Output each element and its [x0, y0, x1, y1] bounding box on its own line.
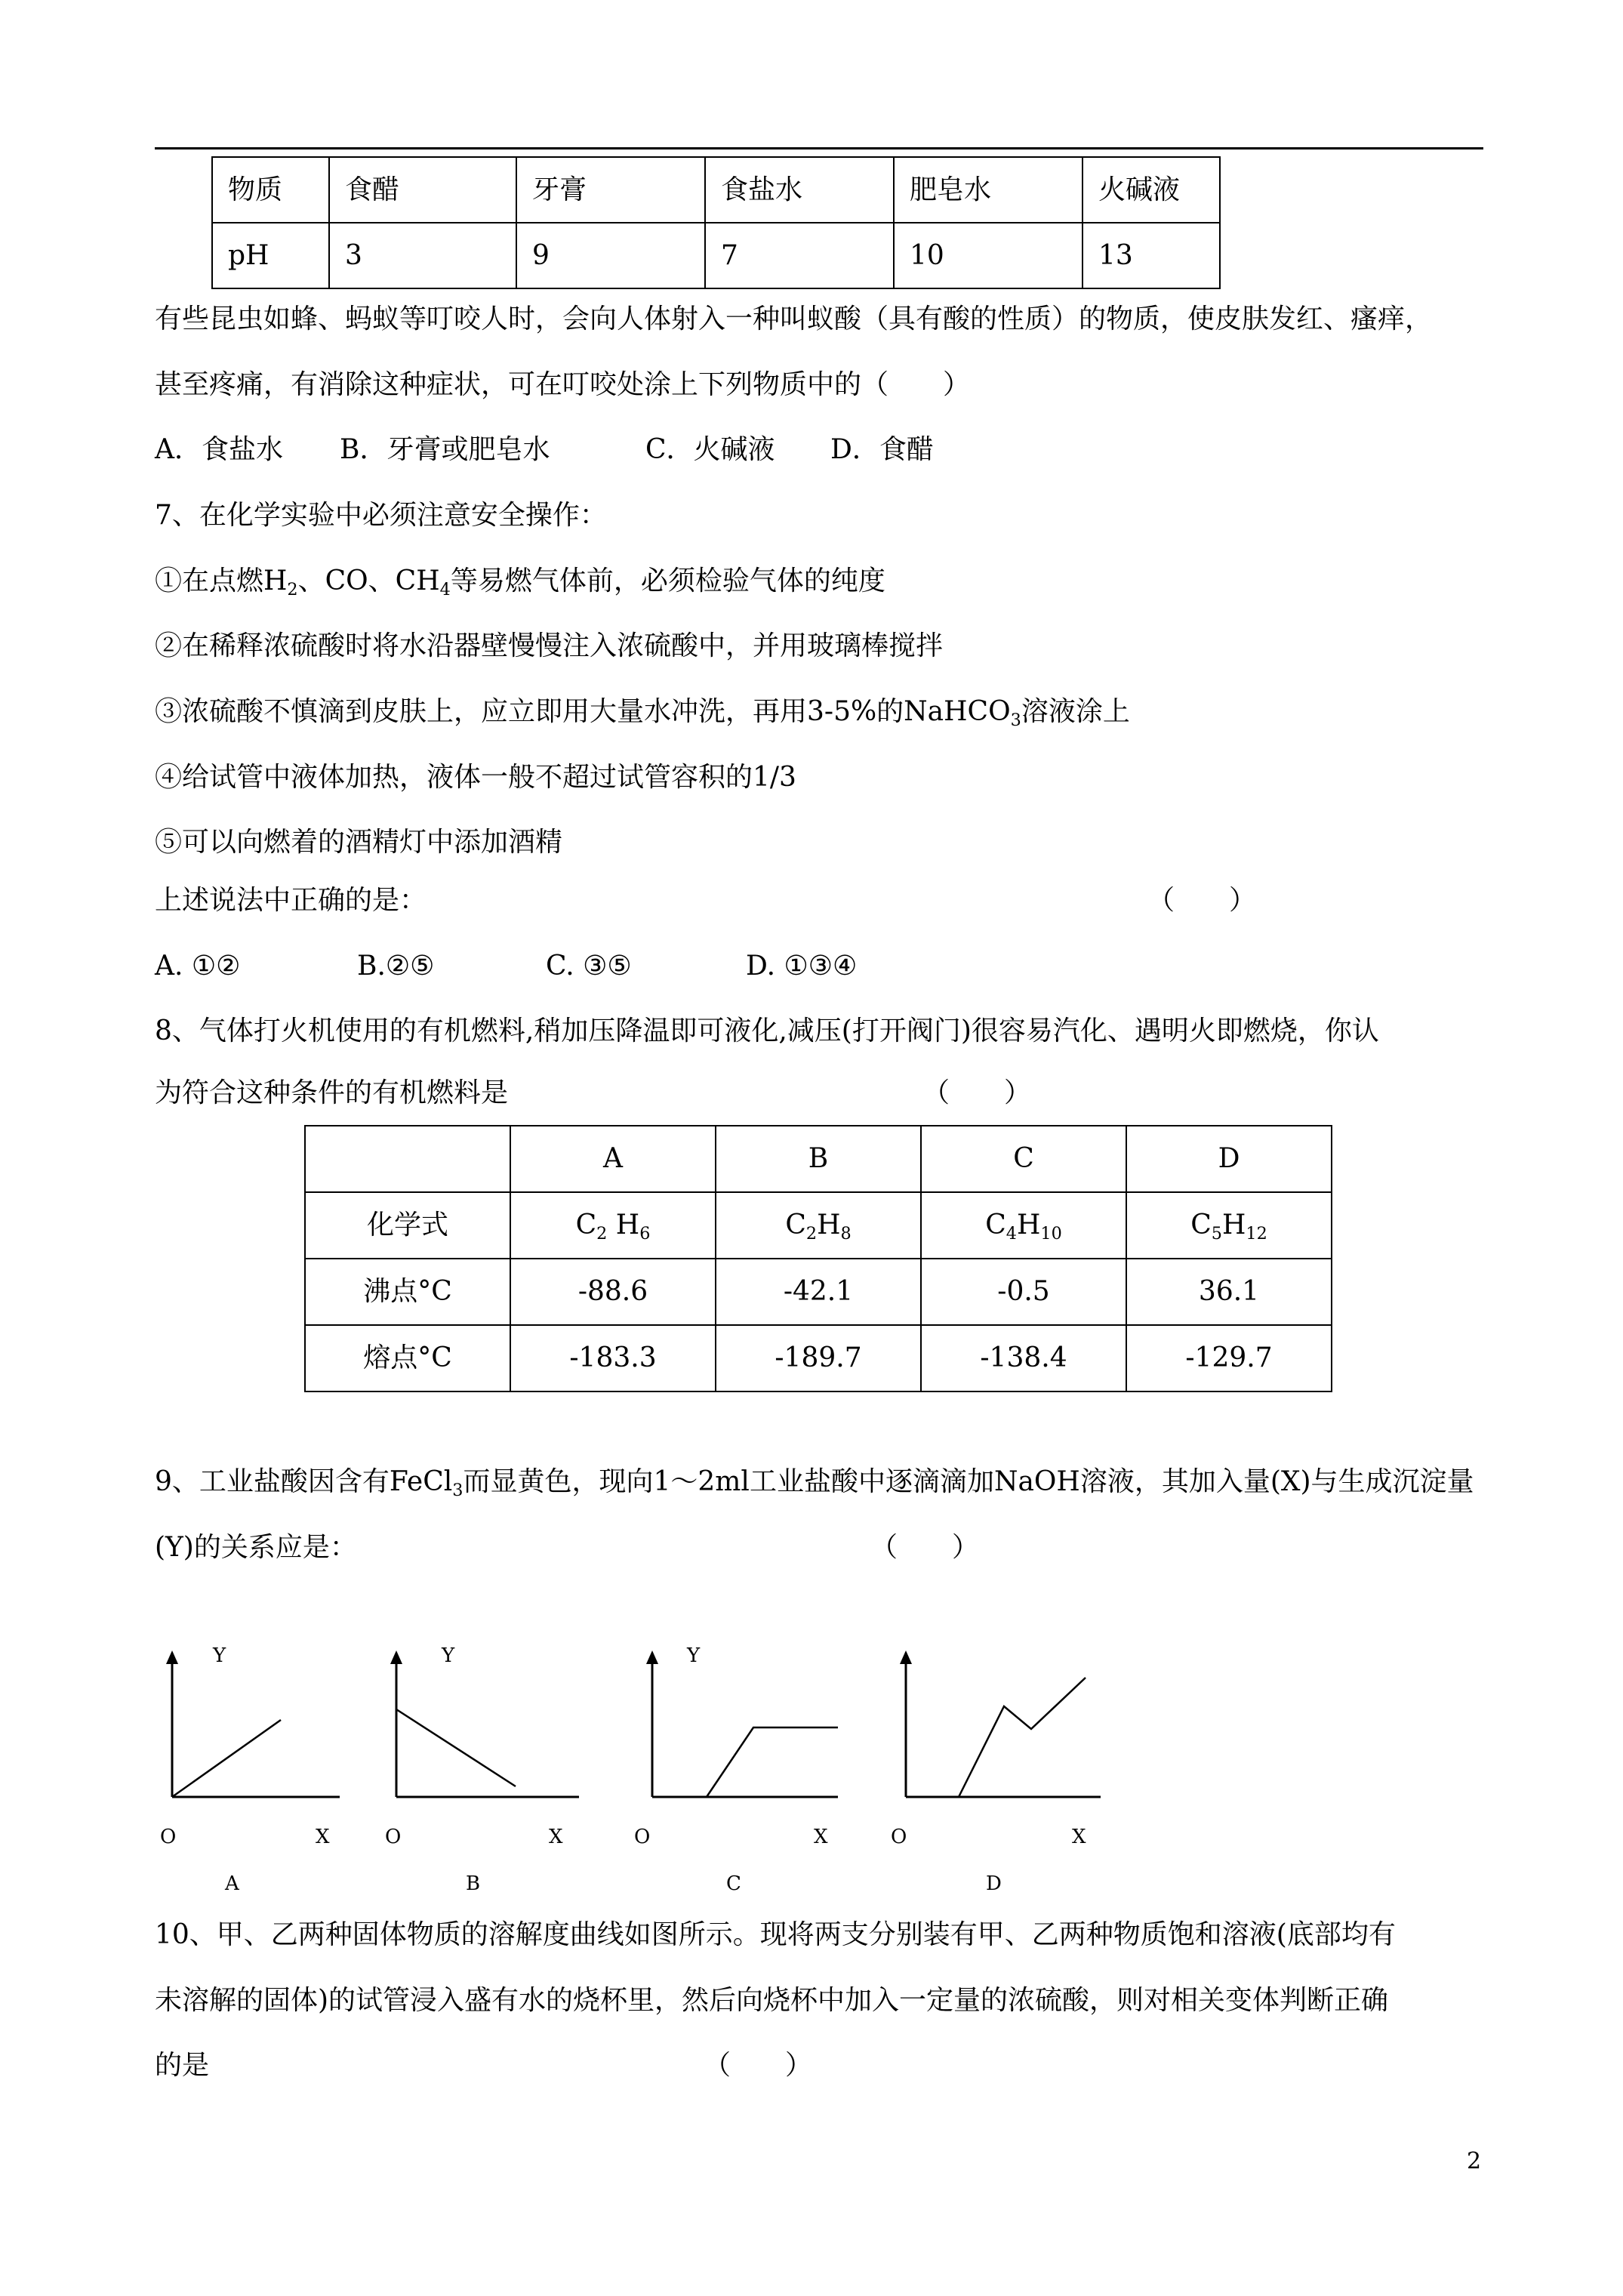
- table-cell: 沸点°C: [305, 1259, 510, 1325]
- graph-d-letter: D: [986, 1872, 1002, 1895]
- q7-question: 上述说法中正确的是：: [155, 885, 427, 916]
- table-cell: 13: [1083, 223, 1220, 288]
- table-cell: 10: [894, 223, 1083, 288]
- table-cell: pH: [212, 223, 329, 288]
- table-cell: 化学式: [305, 1192, 510, 1259]
- table-cell: [305, 1126, 510, 1192]
- graph-d-plot: [883, 1646, 1110, 1812]
- table-cell: 3: [329, 223, 516, 288]
- q8-stem-line1: 8、气体打火机使用的有机燃料,稍加压降温即可液化,减压(打开阀门)很容易汽化、遇明火即燃烧，你认: [155, 1015, 1379, 1046]
- q7-stem: 7、在化学实验中必须注意安全操作：: [155, 500, 607, 531]
- graph-b-curve: [396, 1709, 516, 1786]
- table-cell: -42.1: [716, 1259, 921, 1325]
- graph-a: [151, 1646, 347, 1895]
- table-cell: C4H10: [921, 1192, 1126, 1259]
- table-row: [305, 1259, 1332, 1325]
- table-cell: C5H12: [1126, 1192, 1332, 1259]
- graph-c-curve: [707, 1727, 838, 1797]
- fuel-table: [304, 1125, 1332, 1392]
- q6-option-a: A．食盐水: [155, 434, 283, 465]
- graph-b-x-label: X: [549, 1826, 563, 1848]
- q7-statement-1: ①在点燃H2、CO、CH4等易燃气体前，必须检验气体的纯度: [155, 566, 885, 600]
- graph-a-curve: [172, 1720, 281, 1797]
- table-row: [305, 1325, 1332, 1391]
- q10-stem-line3: 的是: [155, 2050, 210, 2081]
- table-row: [212, 157, 1220, 223]
- q7-option-b: B.②⑤: [357, 951, 435, 982]
- q9-stem-line1: 9、工业盐酸因含有FeCl3而显黄色，现向1～2ml工业盐酸中逐滴滴加NaOH溶液，其加入量(X)与生成沉淀量: [155, 1466, 1474, 1501]
- q10-answer-blank: （ ）: [704, 2050, 813, 2081]
- q6-options: [155, 434, 934, 465]
- graph-a-x-label: X: [316, 1826, 330, 1848]
- table-cell: 熔点°C: [305, 1325, 510, 1391]
- graph-d: [883, 1646, 1110, 1895]
- table-cell: D: [1126, 1126, 1332, 1192]
- table-cell: 物质: [212, 157, 329, 223]
- graph-b-origin-label: O: [385, 1826, 402, 1848]
- graph-d-origin-label: O: [891, 1826, 907, 1848]
- graph-c-origin-label: O: [634, 1826, 651, 1848]
- graph-b-letter: B: [466, 1872, 481, 1895]
- graph-b-y-label: Y: [442, 1644, 455, 1667]
- q6-option-d: D．食醋: [830, 434, 934, 465]
- q7-answer-blank: （ ）: [1147, 885, 1257, 916]
- table-cell: C: [921, 1126, 1126, 1192]
- table-cell: 食醋: [329, 157, 516, 223]
- graph-a-letter: A: [225, 1872, 239, 1895]
- table-cell: 36.1: [1126, 1259, 1332, 1325]
- ph-table: [211, 156, 1221, 289]
- q7-options: [155, 951, 858, 982]
- table-cell: -189.7: [716, 1325, 921, 1391]
- table-row: [305, 1192, 1332, 1259]
- table-cell: 肥皂水: [894, 157, 1083, 223]
- graph-c: [634, 1646, 845, 1895]
- graph-b-plot: [381, 1646, 585, 1812]
- graph-d-curve: [959, 1678, 1086, 1797]
- graph-d-x-label: X: [1072, 1826, 1086, 1848]
- table-cell: C2H8: [716, 1192, 921, 1259]
- graph-a-origin-label: O: [160, 1826, 177, 1848]
- table-cell: -129.7: [1126, 1325, 1332, 1391]
- q7-statement-5: ⑤可以向燃着的酒精灯中添加酒精: [155, 827, 563, 858]
- q8-answer-blank: （ ）: [922, 1077, 1032, 1108]
- q9-answer-blank: （ ）: [870, 1532, 980, 1563]
- q7-option-c: C. ③⑤: [546, 951, 632, 982]
- table-cell: -0.5: [921, 1259, 1126, 1325]
- q6-option-b: B．牙膏或肥皂水: [340, 434, 550, 465]
- table-cell: 食盐水: [705, 157, 894, 223]
- q8-stem-line2: 为符合这种条件的有机燃料是: [155, 1077, 509, 1108]
- graph-a-plot: [151, 1646, 347, 1812]
- table-cell: C2 H6: [510, 1192, 716, 1259]
- q7-statement-3: ③浓硫酸不慎滴到皮肤上，应立即用大量水冲洗，再用3-5%的NaHCO3溶液涂上: [155, 696, 1130, 731]
- q7-option-a: A. ①②: [155, 951, 241, 982]
- table-cell: 7: [705, 223, 894, 288]
- q7-statement-2: ②在稀释浓硫酸时将水沿器壁慢慢注入浓硫酸中，并用玻璃棒搅拌: [155, 630, 944, 661]
- header-rule: [155, 147, 1483, 149]
- graph-a-y-label: Y: [213, 1644, 226, 1667]
- table-row: [305, 1126, 1332, 1192]
- page-number: 2: [1467, 2148, 1482, 2174]
- graph-c-letter: C: [726, 1872, 741, 1895]
- graph-b: [381, 1646, 585, 1895]
- q6-stem-line2: 甚至疼痛，有消除这种症状，可在叮咬处涂上下列物质中的（ ）: [155, 369, 971, 400]
- table-cell: 牙膏: [516, 157, 705, 223]
- table-cell: -138.4: [921, 1325, 1126, 1391]
- table-cell: 火碱液: [1083, 157, 1220, 223]
- table-cell: -88.6: [510, 1259, 716, 1325]
- graph-c-y-label: Y: [687, 1644, 701, 1667]
- table-row: [212, 223, 1220, 288]
- q6-option-c: C．火碱液: [645, 434, 775, 465]
- graph-c-x-label: X: [814, 1826, 828, 1848]
- q10-stem-line1: 10、甲、乙两种固体物质的溶解度曲线如图所示。现将两支分别装有甲、乙两种物质饱和溶液(底部均有: [155, 1919, 1396, 1950]
- q9-stem-line2: (Y)的关系应是：: [155, 1532, 357, 1563]
- table-cell: -183.3: [510, 1325, 716, 1391]
- q7-option-d: D. ①③④: [746, 951, 858, 982]
- table-cell: A: [510, 1126, 716, 1192]
- q10-stem-line2: 未溶解的固体)的试管浸入盛有水的烧杯里，然后向烧杯中加入一定量的浓硫酸，则对相关变体判断正确: [155, 1985, 1389, 2016]
- graph-c-plot: [634, 1646, 845, 1812]
- table-cell: B: [716, 1126, 921, 1192]
- table-cell: 9: [516, 223, 705, 288]
- q6-stem-line1: 有些昆虫如蜂、蚂蚁等叮咬人时，会向人体射入一种叫蚁酸（具有酸的性质）的物质，使皮肤发红、瘙痒，: [155, 304, 1433, 334]
- q7-statement-4: ④给试管中液体加热，液体一般不超过试管容积的1/3: [155, 762, 796, 793]
